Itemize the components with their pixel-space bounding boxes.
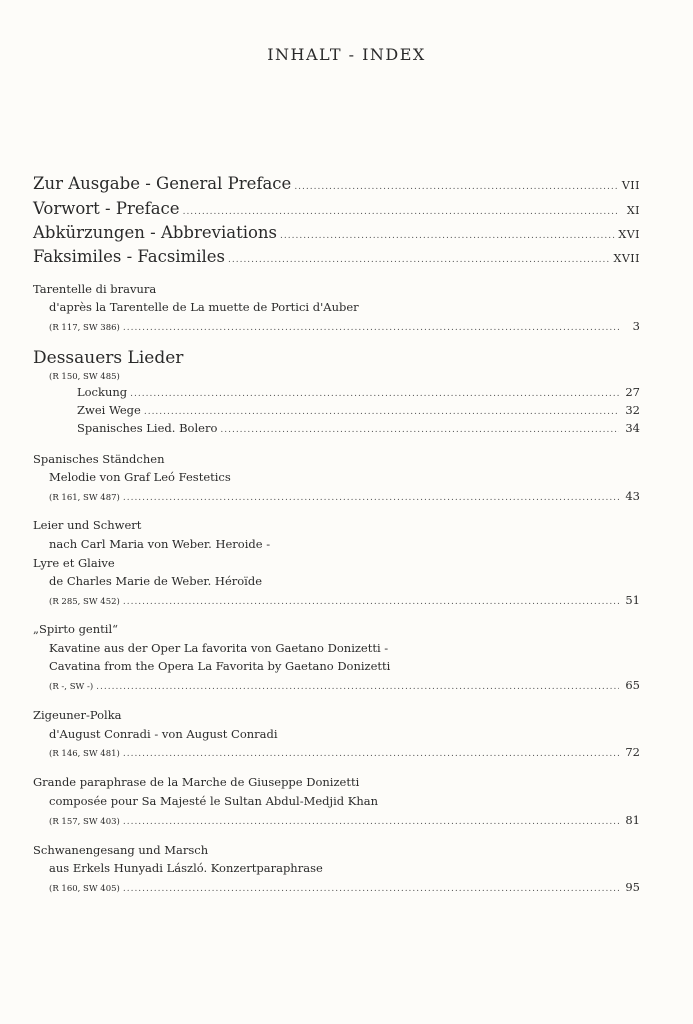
- toc-entry-page: XVI: [618, 228, 640, 241]
- entry-subtitle: d'August Conradi - von August Conradi: [49, 727, 278, 741]
- toc-entry-label: Abkürzungen - Abbreviations: [33, 223, 278, 242]
- toc-entry-page: 3: [632, 319, 640, 333]
- dot-leader: [123, 817, 619, 827]
- toc-entry-staendchen: [49, 489, 640, 503]
- toc-entry-page: VII: [621, 179, 640, 192]
- catalog-number: (R 161, SW 487): [49, 493, 120, 503]
- toc-entry-page: 32: [625, 403, 640, 417]
- entry-title: Tarentelle di bravura: [33, 282, 157, 296]
- entry-subtitle: Cavatina from the Opera La Favorita by Gaetano Donizetti: [49, 659, 391, 673]
- toc-entry-abbreviations: [33, 223, 640, 242]
- toc-entry-page: 65: [625, 678, 640, 692]
- dot-leader: [123, 749, 619, 759]
- entry-subtitle: aus Erkels Hunyadi László. Konzertparaphrase: [49, 861, 323, 875]
- catalog-number: (R 157, SW 403): [49, 817, 120, 827]
- dot-leader: [228, 255, 611, 265]
- dot-leader: [123, 323, 619, 333]
- dot-leader: [183, 207, 619, 217]
- toc-entry-grande: [49, 813, 640, 827]
- toc-entry-page: 81: [625, 813, 640, 827]
- toc-entry-label: Zwei Wege: [77, 403, 141, 417]
- entry-title: Lyre et Glaive: [33, 556, 115, 570]
- entry-subtitle: de Charles Marie de Weber. Héroïde: [49, 574, 263, 588]
- toc-entry-label: Faksimiles - Facsimiles: [33, 247, 225, 266]
- toc-entry-label: Lockung: [77, 385, 128, 399]
- catalog-number: (R -, SW -): [49, 682, 94, 692]
- catalog-number: (R 146, SW 481): [49, 749, 120, 759]
- toc-entry-page: 43: [625, 489, 640, 503]
- toc-entry-page: 72: [625, 745, 640, 759]
- toc-entry-bolero: [77, 421, 640, 435]
- toc-entry-page: 95: [625, 880, 640, 894]
- entry-subtitle: nach Carl Maria von Weber. Heroide -: [49, 537, 271, 551]
- entry-title: Spanisches Ständchen: [33, 452, 165, 466]
- toc-entry-spirto: [49, 678, 640, 692]
- entry-title: Schwanengesang und Marsch: [33, 843, 209, 857]
- entry-title: Zigeuner-Polka: [33, 708, 122, 722]
- entry-subtitle: d'après la Tarentelle de La muette de Portici d'Auber: [49, 300, 359, 314]
- entry-subtitle: Kavatine aus der Oper La favorita von Gaetano Donizetti -: [49, 641, 389, 655]
- section-title: Dessauers Lieder: [33, 348, 184, 368]
- toc-entry-zigeuner: [49, 745, 640, 759]
- entry-title: Grande paraphrase de la Marche de Giuseppe Donizetti: [33, 775, 360, 789]
- catalog-number: (R 285, SW 452): [49, 597, 120, 607]
- entry-subtitle: Melodie von Graf Leó Festetics: [49, 470, 231, 484]
- dot-leader: [220, 425, 619, 435]
- dot-leader: [130, 389, 619, 399]
- toc-entry-label: Spanisches Lied. Bolero: [77, 421, 218, 435]
- dot-leader: [123, 884, 619, 894]
- dot-leader: [280, 231, 615, 241]
- toc-entry-leier: [49, 593, 640, 607]
- toc-entry-preface: [33, 199, 640, 218]
- toc-entry-schwanen: [49, 880, 640, 894]
- catalog-number: (R 150, SW 485): [49, 372, 120, 382]
- toc-entry-page: XI: [626, 204, 640, 217]
- entry-title: „Spirto gentil“: [33, 622, 119, 636]
- toc-entry-zwei-wege: [77, 403, 640, 417]
- toc-entry-page: XVII: [613, 252, 640, 265]
- toc-entry-tarentelle: [49, 319, 640, 333]
- toc-entry-page: 27: [625, 385, 640, 399]
- toc-entry-page: 34: [625, 421, 640, 435]
- catalog-number: (R 117, SW 386): [49, 323, 120, 333]
- catalog-number: (R 160, SW 405): [49, 884, 120, 894]
- entry-subtitle: composée pour Sa Majesté le Sultan Abdul-Medjid Khan: [49, 794, 379, 808]
- page-title: INHALT - INDEX: [267, 45, 426, 64]
- dot-leader: [144, 407, 619, 417]
- toc-entry-page: 51: [625, 593, 640, 607]
- entry-title: Leier und Schwert: [33, 518, 142, 532]
- dot-leader: [96, 682, 619, 692]
- toc-entry-facsimiles: [33, 247, 640, 266]
- dot-leader: [123, 493, 619, 503]
- dot-leader: [123, 597, 619, 607]
- toc-entry-general-preface: [33, 174, 640, 193]
- toc-entry-label: Zur Ausgabe - General Preface: [33, 174, 292, 193]
- toc-entry-lockung: [77, 385, 640, 399]
- toc-entry-label: Vorwort - Preface: [33, 199, 180, 218]
- dot-leader: [294, 182, 619, 192]
